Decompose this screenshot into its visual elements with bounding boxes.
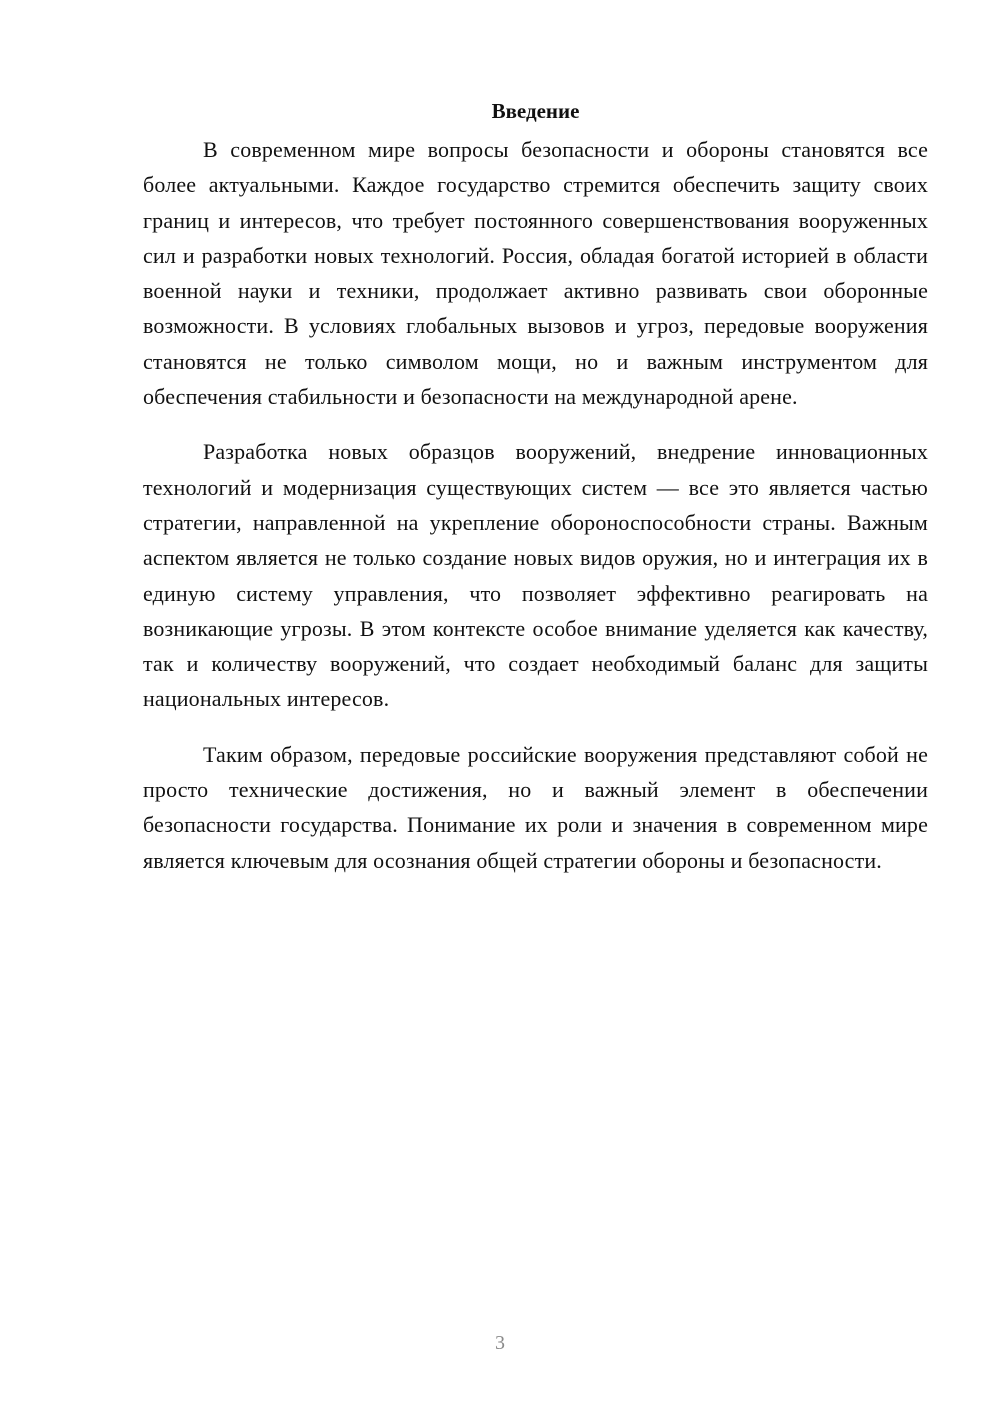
page-content: [143, 96, 928, 898]
page-number: 3: [495, 1332, 505, 1354]
paragraph-1: В современном мире вопросы безопасности и обороны становятся все более актуальными. Каждое государство стремится обеспечить защиту своих границ и интересов, что требует постоянного совершенствования вооруженных сил и разработки новых технологий. Россия, обладая богатой историей в области военной науки и техники, продолжает активно развивать свои оборонные возможности. В условиях глобальных вызовов и угроз, передовые вооружения становятся не только символом мощи, но и важным инструментом для обеспечения стабильности и безопасности на международной арене.: [143, 137, 928, 410]
paragraph-2: Разработка новых образцов вооружений, внедрение инновационных технологий и модернизация существующих систем — все это является частью стратегии, направленной на укрепление обороноспособности страны. Важным аспектом является не только создание новых видов оружия, но и интеграция их в единую систему управления, что позволяет эффективно реагировать на возникающие угрозы. В этом контексте особое внимание уделяется как качеству, так и количеству вооружений, что создает необходимый баланс для защиты национальных интересов.: [143, 439, 928, 712]
paragraph-3: Таким образом, передовые российские вооружения представляют собой не просто технические достижения, но и важный элемент в обеспечении безопасности государства. Понимание их роли и значения в современном мире является ключевым для осознания общей стратегии обороны и безопасности.: [143, 741, 928, 873]
section-heading: Введение: [491, 99, 580, 123]
